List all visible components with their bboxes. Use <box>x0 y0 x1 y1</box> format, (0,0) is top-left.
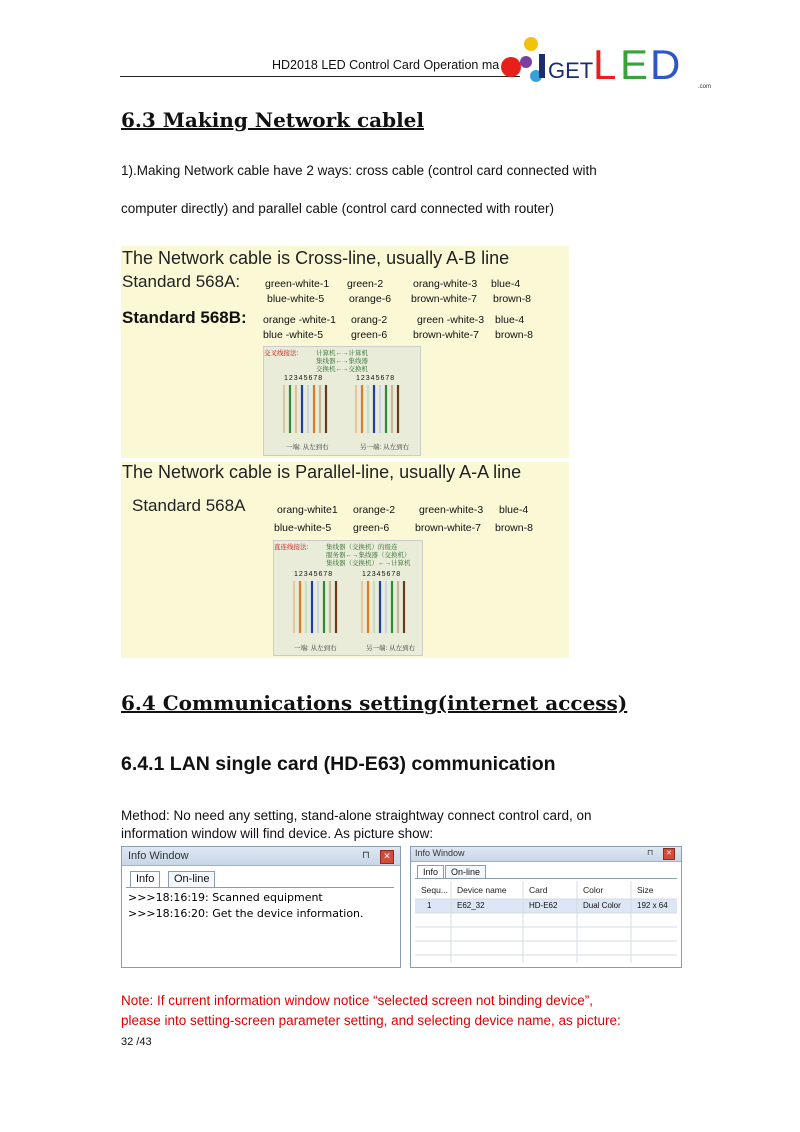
wire-b2-2: green-6 <box>351 329 388 341</box>
cell-seq: 1 <box>427 901 432 910</box>
parallel-panel-title: The Network cable is Parallel-line, usually A-A line <box>122 462 522 482</box>
wire-b2-4: brown-8 <box>495 329 533 341</box>
cross-diagram-line-3: 交换机←→交换机 <box>316 366 368 373</box>
svg-text:L: L <box>593 41 617 88</box>
wire-a1-2: green-2 <box>347 278 384 290</box>
col-sequence[interactable]: Sequ... <box>421 885 448 895</box>
col-card[interactable]: Card <box>529 885 548 895</box>
cell-color: Dual Color <box>583 901 621 910</box>
table-gridlines <box>415 881 677 963</box>
parallel-diagram-line-1: 集线器（交换机）的级连 <box>326 544 398 551</box>
svg-text:E: E <box>620 41 649 88</box>
cross-diagram-line-1: 计算机←→计算机 <box>316 350 368 357</box>
wire-b1-4: blue-4 <box>495 314 525 326</box>
section-6-3-heading: 6.3 Making Network cablel <box>121 108 424 132</box>
parallel-wire-1-1: orang-white1 <box>277 504 338 516</box>
page-number: 32 /43 <box>121 1036 152 1048</box>
parallel-wire-2-2: green-6 <box>353 522 390 534</box>
cross-panel-title: The Network cable is Cross-line, usually A-B line <box>122 248 510 268</box>
note-line-2: please into setting-screen parameter setting, and selecting device name, as picture: <box>121 1013 621 1028</box>
svg-text:GET: GET <box>548 58 594 83</box>
log-line-2: >>>18:16:20: Get the device information. <box>128 907 364 920</box>
info-window-right <box>410 846 682 968</box>
parallel-pins-left: 12345678 <box>294 571 334 578</box>
document-header-title: HD2018 LED Control Card Operation ma <box>272 58 500 72</box>
cell-card: HD-E62 <box>529 901 558 910</box>
cross-pins-right: 12345678 <box>356 375 396 382</box>
tab-divider <box>415 878 677 879</box>
tab-online[interactable]: On-line <box>445 865 486 878</box>
parallel-wire-1-2: orange-2 <box>353 504 396 516</box>
cross-diagram-caption: 交叉线接法: <box>264 350 299 357</box>
col-device-name[interactable]: Device name <box>457 885 507 895</box>
cross-wires-graphic <box>282 385 412 435</box>
close-icon[interactable]: ✕ <box>380 850 394 864</box>
logo-suffix: .com <box>698 84 712 90</box>
col-color[interactable]: Color <box>583 885 604 895</box>
parallel-wiring-diagram <box>273 540 423 656</box>
wire-a2-4: brown-8 <box>493 293 531 305</box>
pin-icon[interactable]: ⊓ <box>647 848 654 857</box>
tab-online[interactable]: On-line <box>168 871 215 887</box>
parallel-wire-2-1: blue-white-5 <box>274 522 332 534</box>
parallel-line-panel <box>121 462 569 658</box>
col-size[interactable]: Size <box>637 885 654 895</box>
device-table <box>415 881 677 963</box>
cross-end-b: 另一端: 从左到右 <box>360 444 410 451</box>
info-window-right-titlebar <box>411 847 681 862</box>
wire-a2-3: brown-white-7 <box>411 293 477 305</box>
wire-a1-3: orang-white-3 <box>413 278 478 290</box>
parallel-diagram-line-3: 集线器（交换机）←→计算机 <box>326 560 411 567</box>
close-icon[interactable]: ✕ <box>663 848 675 860</box>
tab-info[interactable]: Info <box>130 871 160 887</box>
wire-b1-1: orange -white-1 <box>263 314 336 326</box>
cross-diagram-line-2: 集线器←→集线器 <box>316 358 368 365</box>
cross-pins-left: 12345678 <box>284 375 324 382</box>
note-line-1: Note: If current information window notice “selected screen not binding device”, <box>121 993 593 1008</box>
wire-b1-2: orang-2 <box>351 314 388 326</box>
wire-a1-1: green-white-1 <box>265 278 330 290</box>
info-window-left <box>121 846 401 968</box>
parallel-diagram-caption: 直连线接法: <box>274 544 309 551</box>
svg-text:D: D <box>650 41 681 88</box>
igetled-logo <box>500 30 720 94</box>
wire-b2-1: blue -white-5 <box>263 329 324 341</box>
parallel-wire-1-4: blue-4 <box>499 504 529 516</box>
wire-a1-4: blue-4 <box>491 278 521 290</box>
method-line-1: Method: No need any setting, stand-alone straightway connect control card, on <box>121 808 592 823</box>
info-window-right-title: Info Window <box>415 848 465 858</box>
wire-a2-1: blue-white-5 <box>267 293 325 305</box>
cross-end-a: 一端: 从左到右 <box>286 444 329 451</box>
info-window-left-title: Info Window <box>128 850 189 862</box>
info-window-left-titlebar <box>122 847 400 866</box>
section-6-4-heading: 6.4 Communications setting(internet access) <box>121 691 628 715</box>
paragraph-line-1: 1).Making Network cable have 2 ways: cross cable (control card connected with <box>121 163 597 178</box>
paragraph-line-2: computer directly) and parallel cable (control card connected with router) <box>121 201 554 216</box>
wire-b2-3: brown-white-7 <box>413 329 479 341</box>
parallel-wire-1-3: green-white-3 <box>419 504 484 516</box>
cell-size: 192 x 64 <box>637 901 668 910</box>
pin-icon[interactable]: ⊓ <box>362 850 370 861</box>
std-568b-label: Standard 568B: <box>122 308 247 327</box>
wire-a2-2: orange-6 <box>349 293 392 305</box>
section-6-4-1-heading: 6.4.1 LAN single card (HD-E63) communication <box>121 753 556 775</box>
std-568a-label: Standard 568A: <box>122 272 241 291</box>
parallel-end-b: 另一端: 从左到右 <box>366 645 416 652</box>
method-line-2: information window will find device. As picture show: <box>121 826 434 841</box>
log-line-1: >>>18:16:19: Scanned equipment <box>128 891 323 904</box>
parallel-end-a: 一端: 从左到右 <box>294 645 337 652</box>
tab-info[interactable]: Info <box>417 865 444 878</box>
header-rule <box>120 76 520 77</box>
tab-divider <box>126 887 394 888</box>
parallel-pins-right: 12345678 <box>362 571 402 578</box>
parallel-wires-graphic <box>292 581 418 635</box>
parallel-wire-2-3: brown-white-7 <box>415 522 481 534</box>
parallel-diagram-line-2: 服务器←→集线器（交换机） <box>326 552 411 559</box>
parallel-wire-2-4: brown-8 <box>495 522 533 534</box>
cell-device-name: E62_32 <box>457 901 485 910</box>
parallel-std-568a-label: Standard 568A <box>132 496 246 515</box>
cross-wiring-diagram <box>263 346 421 456</box>
wire-b1-3: green -white-3 <box>417 314 485 326</box>
cross-line-panel <box>121 246 569 458</box>
